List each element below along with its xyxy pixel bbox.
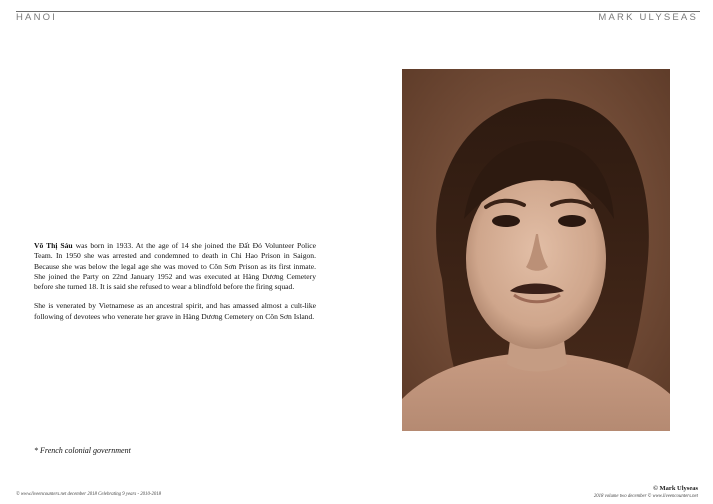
header-rule [16,11,700,12]
portrait-illustration [402,69,670,431]
article-body [34,241,316,331]
running-header-right: MARK ULYSEAS [598,12,698,23]
left-eye-shape [492,215,520,227]
paragraph-1 [34,241,316,292]
paragraph-1-text: was born in 1933. At the age of 14 she joined the Đất Đỏ Volunteer Police Team. In 1950 she was arrested and condemned to death in Chi Hao Prison in Saigon. Because she was below the legal age she was moved to Côn Sơn Prison as its first inmate. She joined the Party on 22nd January 1952 and was executed at Hàng Dương Cemetery before she turned 18. It is said she refused to wear a blindfold before the firing squad. [34,241,317,292]
subject-name: Võ Thị Sáu [34,241,73,250]
footer-left: © www.liveencounters.net december 2018 Celebrating 9 years - 2010-2018 [16,492,162,497]
footer-right: 2018 volume two december © www.liveencounters.net [593,494,698,499]
running-header-left: HANOI [16,12,58,23]
right-eye-shape [558,215,586,227]
portrait-photo [402,69,670,431]
footnote: * French colonial government [34,446,131,455]
footer-brand: © Mark Ulyseas [653,485,698,492]
paragraph-2: She is venerated by Vietnamese as an ancestral spirit, and has amassed almost a cult-like following of devotees who venerate her grave in Hàng Dương Cemetery on Côn Sơn Island. [34,301,316,321]
